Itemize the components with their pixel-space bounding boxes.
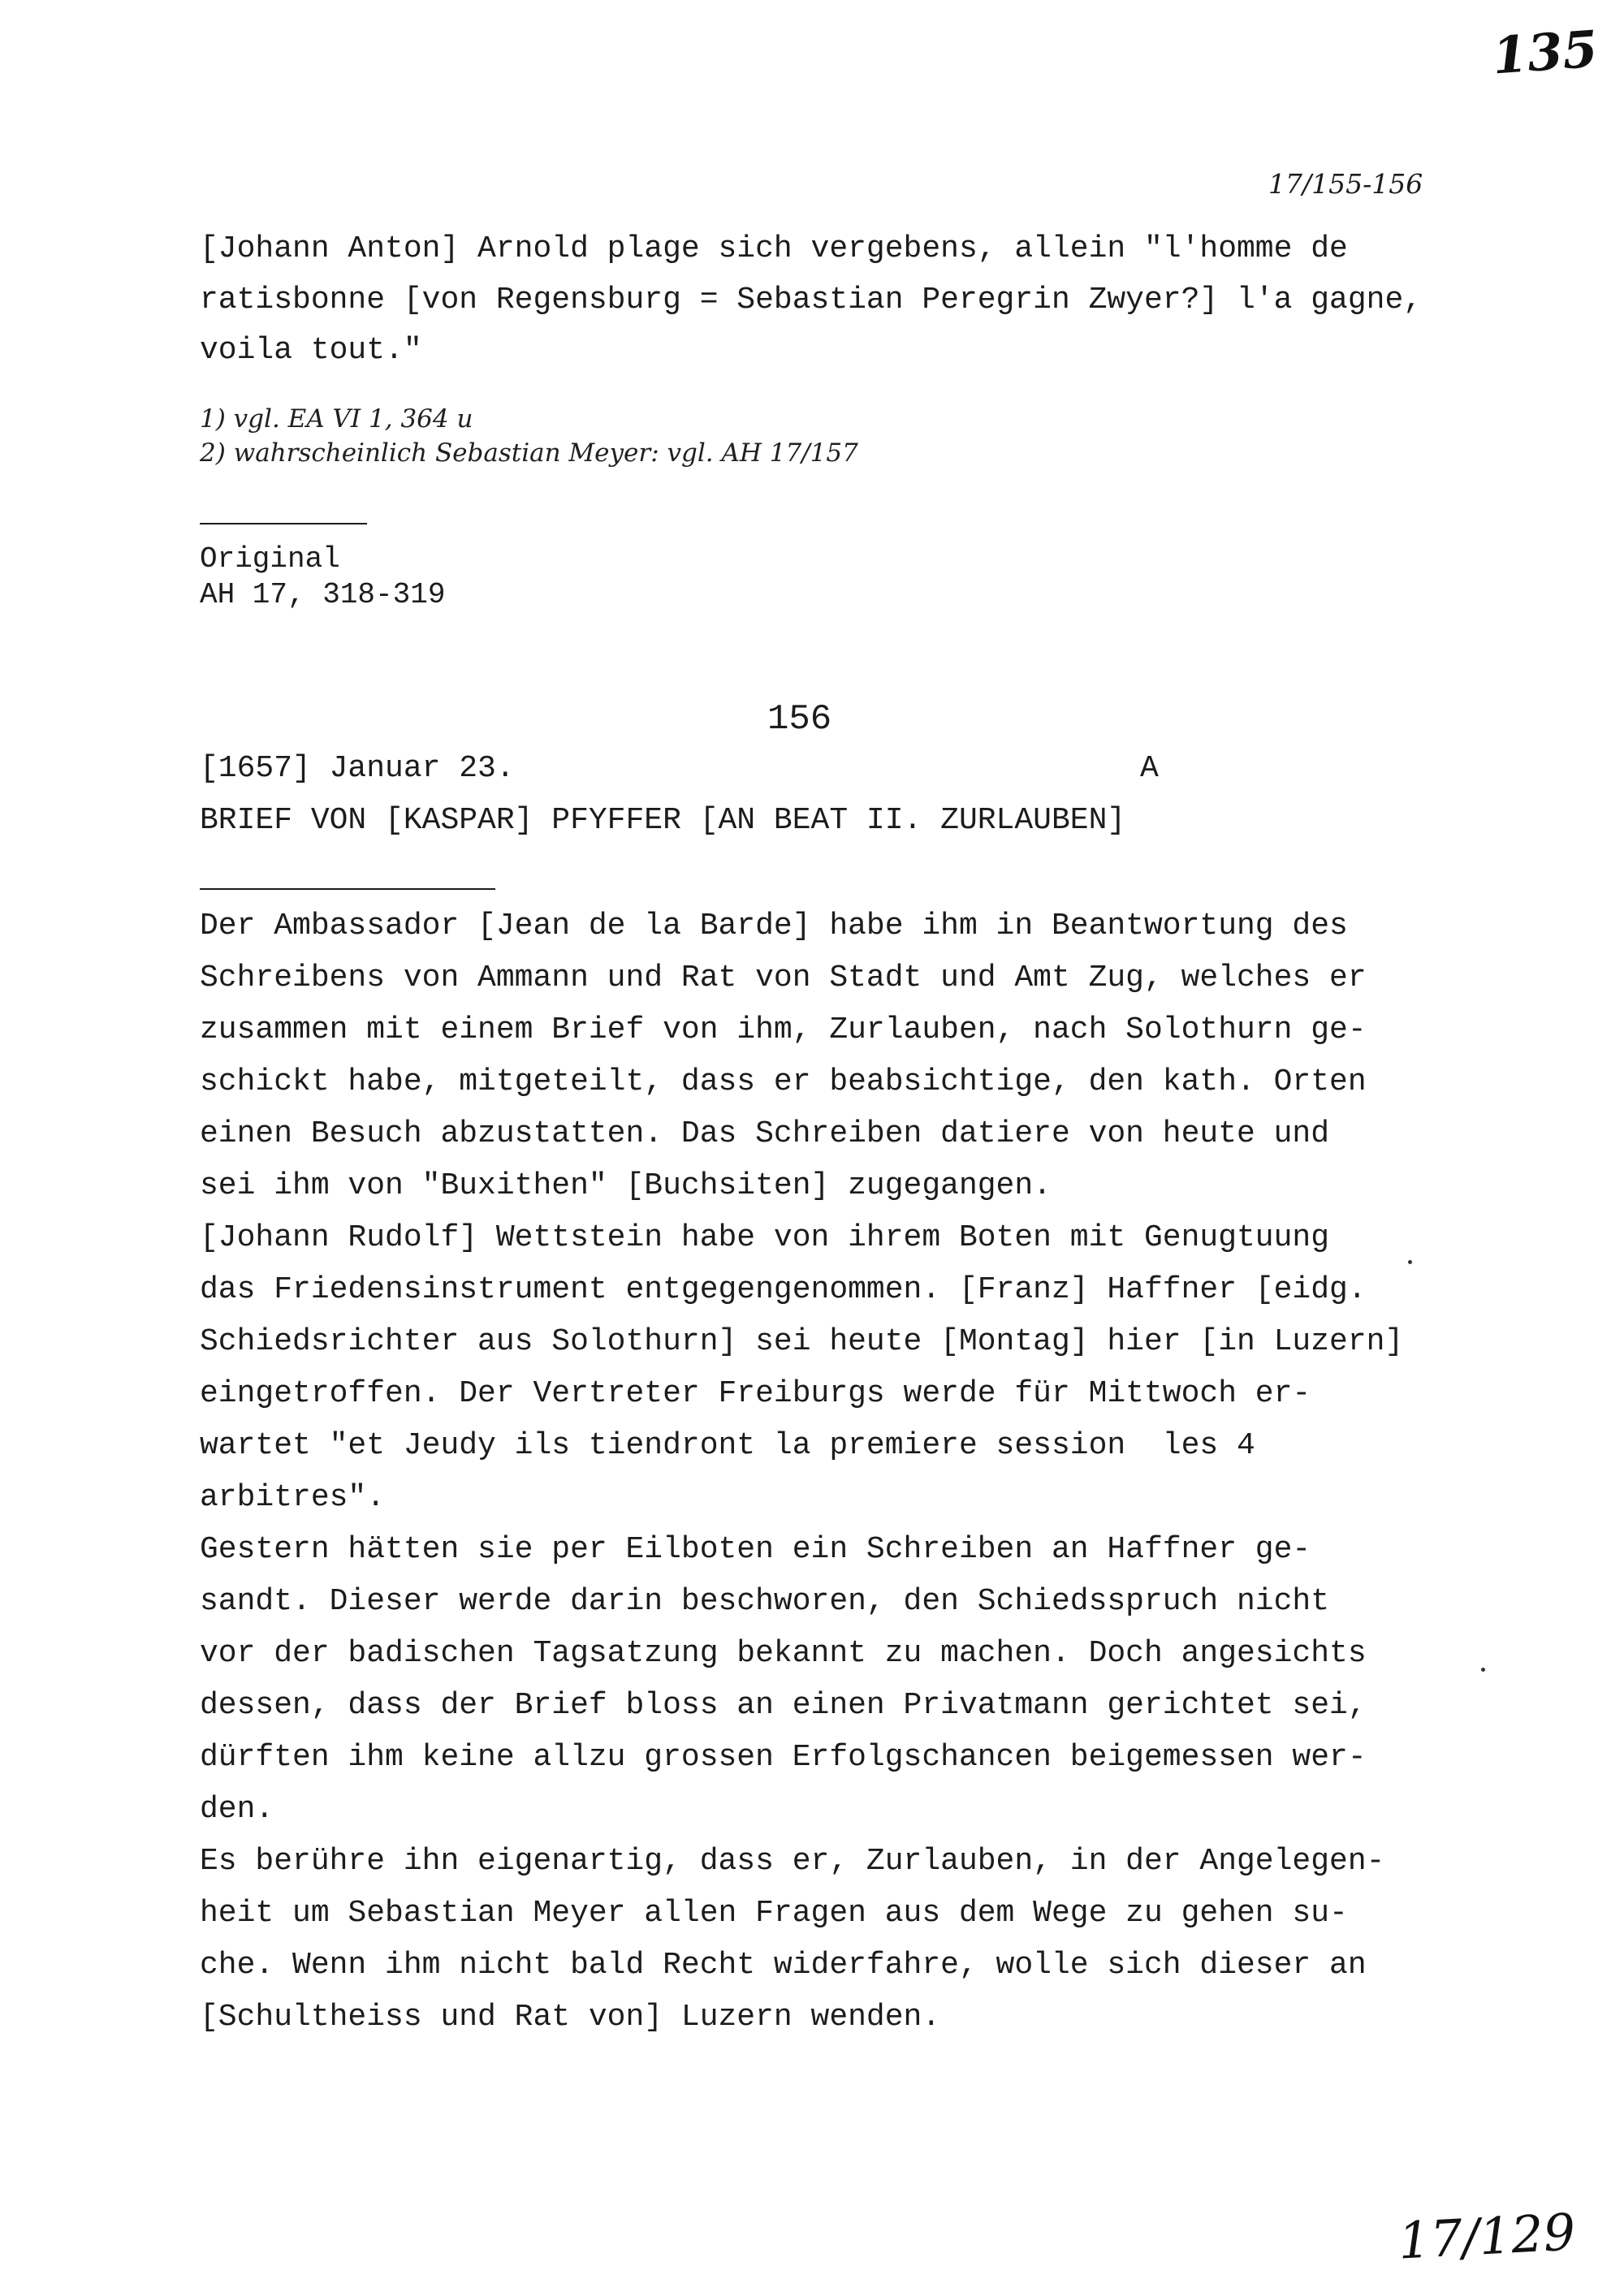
body-line: das Friedensinstrument entgegengenommen. [Franz] Haffner [eidg.: [200, 1272, 1367, 1307]
body-line: sei ihm von "Buxithen" [Buchsiten] zugegangen.: [200, 1168, 1052, 1203]
body-line: Schreibens von Ammann und Rat von Stadt und Amt Zug, welches er: [200, 960, 1367, 995]
intro-line: voila tout.": [200, 333, 422, 368]
body-line: [Schultheiss und Rat von] Luzern wenden.: [200, 2000, 941, 2035]
body-line: wartet "et Jeudy ils tiendront la premiere session les 4: [200, 1428, 1255, 1463]
footnote: 1) vgl. EA VI 1, 364 u: [200, 404, 473, 434]
scan-speck: [1408, 1260, 1412, 1264]
entry-date: [1657] Januar 23.: [200, 751, 515, 786]
handwritten-page-number: 135: [1490, 19, 1600, 86]
body-line: Gestern hätten sie per Eilboten ein Schreiben an Haffner ge-: [200, 1532, 1311, 1567]
separator-rule: [200, 523, 367, 524]
body-line: Der Ambassador [Jean de la Barde] habe ihm in Beantwortung des: [200, 909, 1348, 943]
entry-number: 156: [767, 699, 832, 740]
body-line: Schiedsrichter aus Solothurn] sei heute [Montag] hier [in Luzern]: [200, 1324, 1404, 1359]
body-line: eingetroffen. Der Vertreter Freiburgs werde für Mittwoch er-: [200, 1376, 1311, 1411]
body-line: arbitres".: [200, 1480, 386, 1515]
footnote: 2) wahrscheinlich Sebastian Meyer: vgl. AH 17/157: [200, 438, 858, 468]
body-line: [Johann Rudolf] Wettstein habe von ihrem Boten mit Genugtuung: [200, 1220, 1330, 1255]
reference-number: 17/155-156: [1268, 168, 1423, 200]
body-line: schickt habe, mitgeteilt, dass er beabsichtige, den kath. Orten: [200, 1064, 1367, 1099]
body-line: Es berühre ihn eigenartig, dass er, Zurlauben, in der Angelegen-: [200, 1844, 1385, 1879]
source-label: Original: [200, 542, 340, 576]
intro-line: [Johann Anton] Arnold plage sich vergebens, allein "l'homme de: [200, 231, 1348, 266]
scan-speck: [1481, 1668, 1485, 1672]
body-line: den.: [200, 1792, 274, 1827]
body-line: heit um Sebastian Meyer allen Fragen aus dem Wege zu gehen su-: [200, 1896, 1348, 1931]
body-line: sandt. Dieser werde darin beschworen, den Schiedsspruch nicht: [200, 1584, 1330, 1619]
body-line: einen Besuch abzustatten. Das Schreiben datiere von heute und: [200, 1116, 1330, 1151]
body-line: dessen, dass der Brief bloss an einen Privatmann gerichtet sei,: [200, 1688, 1367, 1723]
source-location: AH 17, 318-319: [200, 578, 446, 611]
body-line: vor der badischen Tagsatzung bekannt zu machen. Doch angesichts: [200, 1636, 1367, 1671]
entry-marker: A: [1140, 751, 1159, 786]
handwritten-folio: 17/129: [1397, 2202, 1577, 2271]
body-line: zusammen mit einem Brief von ihm, Zurlauben, nach Solothurn ge-: [200, 1012, 1367, 1047]
intro-line: ratisbonne [von Regensburg = Sebastian Peregrin Zwyer?] l'a gagne,: [200, 283, 1423, 317]
separator-rule: [200, 888, 495, 890]
body-line: che. Wenn ihm nicht bald Recht widerfahre, wolle sich dieser an: [200, 1948, 1367, 1983]
entry-title: BRIEF VON [KASPAR] PFYFFER [AN BEAT II. ZURLAUBEN]: [200, 803, 1126, 838]
body-line: dürften ihm keine allzu grossen Erfolgschancen beigemessen wer-: [200, 1740, 1367, 1775]
